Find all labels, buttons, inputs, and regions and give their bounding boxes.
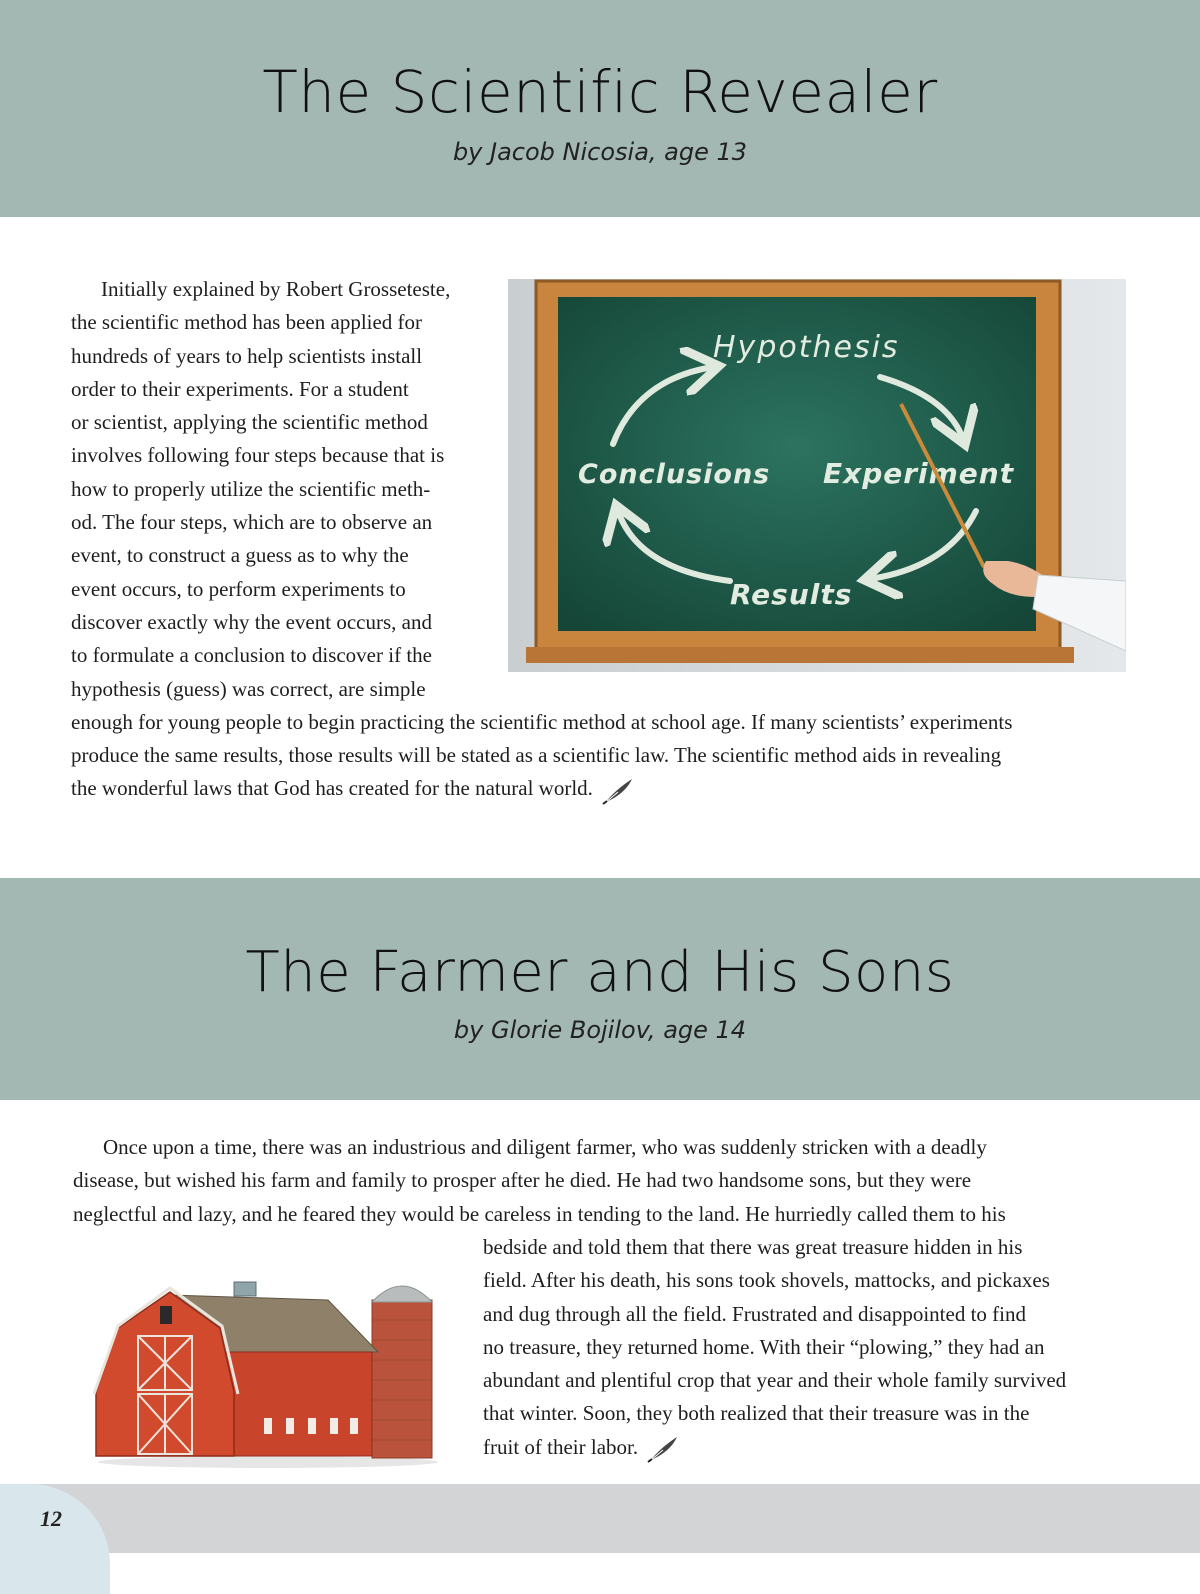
article2-body-top <box>73 1131 1006 1231</box>
text-line: field. After his death, his sons took shovels, mattocks, and pickaxes <box>483 1268 1050 1293</box>
text-line: Once upon a time, there was an industrious and diligent farmer, who was suddenly stricken with a deadly <box>103 1135 987 1159</box>
article2-body-wrap <box>483 1231 1066 1464</box>
text-line: Initially explained by Robert Grosseteste, <box>101 277 451 301</box>
text-line-final: the wonderful laws that God has created for the natural world. <box>71 776 593 801</box>
footer-band <box>0 1484 1200 1553</box>
article1-title: The Scientific Revealer <box>262 58 938 126</box>
quill-icon <box>601 776 635 806</box>
text-line: hundreds of years to help scientists install <box>71 343 423 368</box>
barn-side-wall <box>220 1352 372 1456</box>
text-line: how to properly utilize the scientific meth- <box>71 476 431 501</box>
text-line: involves following four steps because that is <box>71 443 445 468</box>
text-line: to formulate a conclusion to discover if the <box>71 643 432 668</box>
text-line: event occurs, to perform experiments to <box>71 576 406 601</box>
text-line <box>71 772 1012 805</box>
text-line: enough for young people to begin practicing the scientific method at school age. If many scientists’ experiments <box>71 709 1013 734</box>
text-line: the scientific method has been applied for <box>71 310 423 335</box>
red-barn-illustration <box>88 1270 448 1470</box>
article2-title: The Farmer and His Sons <box>245 940 955 1005</box>
text-line: no treasure, they returned home. With their “plowing,” they had an <box>483 1334 1045 1359</box>
label-results: Results <box>730 578 853 611</box>
label-hypothesis: Hypothesis <box>713 330 900 365</box>
article1-byline: by Jacob Nicosia, age 13 <box>452 138 748 166</box>
text-line: and dug through all the field. Frustrated and disappointed to find <box>483 1301 1026 1326</box>
text-line: neglectful and lazy, and he feared they would be careless in tending to the land. He hurriedly called them to his <box>73 1201 1006 1226</box>
text-line: order to their experiments. For a student <box>71 376 409 401</box>
silo <box>372 1300 432 1458</box>
text-line: that winter. Soon, they both realized that their treasure was in the <box>483 1401 1030 1426</box>
text-line: abundant and plentiful crop that year and their whole family survived <box>483 1368 1067 1393</box>
text-line: bedside and told them that there was great treasure hidden in his <box>483 1235 1023 1259</box>
chalkboard-illustration <box>508 279 1126 672</box>
text-line: discover exactly why the event occurs, and <box>71 609 432 634</box>
text-line-final: fruit of their labor. <box>483 1434 639 1459</box>
text-line: produce the same results, those results will be stated as a scientific law. The scientific method aids in revealing <box>71 743 1002 768</box>
page-number: 12 <box>40 1506 62 1531</box>
text-line: disease, but wished his farm and family to prosper after he died. He had two handsome sons, but they were <box>73 1168 972 1193</box>
article2-byline: by Glorie Bojilov, age 14 <box>453 1016 747 1044</box>
silo-dome <box>372 1286 432 1302</box>
label-experiment: Experiment <box>823 457 1015 490</box>
text-line <box>483 1431 1066 1464</box>
label-conclusions: Conclusions <box>578 459 771 490</box>
text-line: or scientist, applying the scientific method <box>71 410 428 435</box>
text-line: event, to construct a guess as to why the <box>71 543 409 568</box>
text-line: hypothesis (guess) was correct, are simple <box>71 676 426 701</box>
text-line: od. The four steps, which are to observe an <box>71 510 433 535</box>
quill-icon <box>646 1434 680 1464</box>
chalk-tray <box>526 647 1074 663</box>
